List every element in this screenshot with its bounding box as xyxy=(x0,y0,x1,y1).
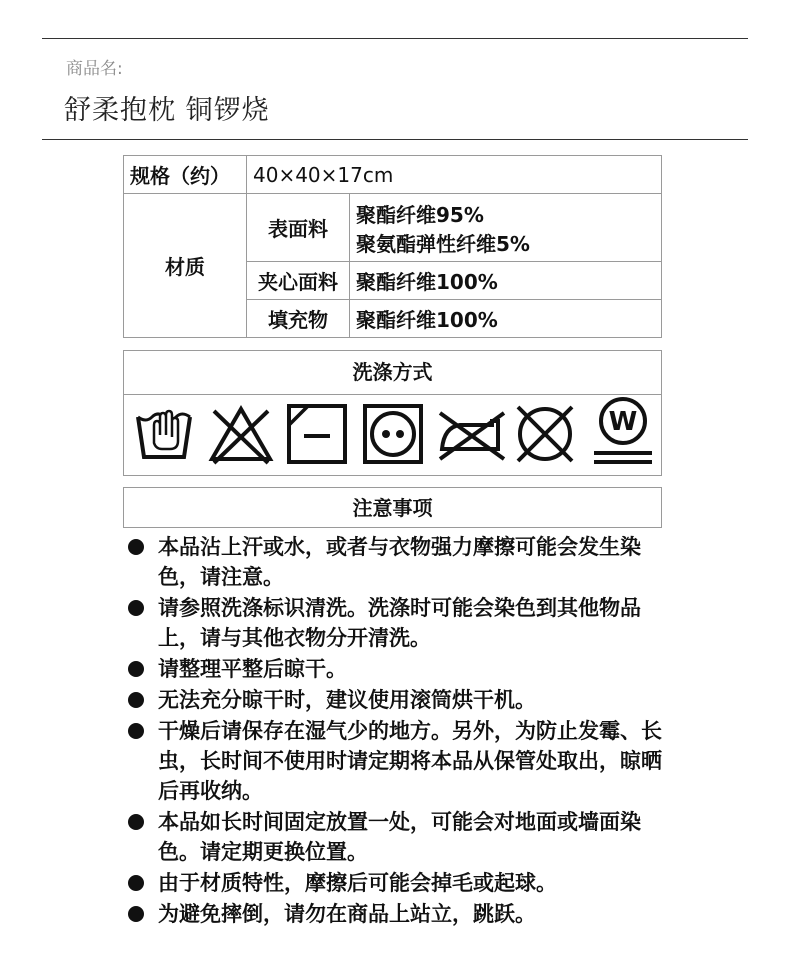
notes-title: 注意事项 xyxy=(123,487,662,528)
material-value-line: 聚氨酯弹性纤维5% xyxy=(356,231,530,256)
no-iron-icon xyxy=(436,403,508,465)
bullet-icon xyxy=(128,692,144,708)
tumble-dry-medium-icon xyxy=(362,403,424,465)
size-label: 规格（约） xyxy=(124,156,247,194)
bullet-icon xyxy=(128,661,144,677)
washing-section xyxy=(123,350,662,476)
notes-list xyxy=(126,532,686,930)
product-name-label: 商品名: xyxy=(66,59,123,79)
list-item xyxy=(126,593,668,653)
material-row-value: 聚酯纤维100% xyxy=(350,300,662,338)
svg-text:W: W xyxy=(608,407,638,437)
no-dry-clean-icon xyxy=(512,403,578,465)
material-row-label: 夹心面料 xyxy=(247,262,350,300)
washing-title: 洗涤方式 xyxy=(124,351,661,395)
spec-table xyxy=(123,155,662,338)
note-text: 为避免摔倒，请勿在商品上站立，跳跃。 xyxy=(158,902,536,926)
note-text: 请整理平整后晾干。 xyxy=(158,657,347,681)
top-divider xyxy=(42,38,748,39)
material-row-value: 聚酯纤维100% xyxy=(350,262,662,300)
bullet-icon xyxy=(128,723,144,739)
note-text: 无法充分晾干时，建议使用滚筒烘干机。 xyxy=(158,688,536,712)
bullet-icon xyxy=(128,814,144,830)
product-name: 舒柔抱枕 铜锣烧 xyxy=(64,95,270,126)
wet-clean-gentle-icon xyxy=(590,397,656,467)
list-item xyxy=(126,807,668,867)
drip-dry-icon xyxy=(286,403,348,465)
material-row-value xyxy=(350,194,662,262)
note-text: 本品沾上汗或水，或者与衣物强力摩擦可能会发生染色，请注意。 xyxy=(158,535,641,589)
material-row-label: 表面料 xyxy=(247,194,350,262)
list-item xyxy=(126,868,686,898)
size-value: 40×40×17cm xyxy=(247,156,662,194)
list-item xyxy=(126,685,686,715)
list-item xyxy=(126,532,668,592)
list-item xyxy=(126,716,668,806)
note-text: 本品如长时间固定放置一处，可能会对地面或墙面染色。请定期更换位置。 xyxy=(158,810,641,864)
material-row-label: 填充物 xyxy=(247,300,350,338)
bullet-icon xyxy=(128,906,144,922)
note-text: 由于材质特性，摩擦后可能会掉毛或起球。 xyxy=(158,871,557,895)
washing-icons xyxy=(124,395,661,475)
note-text: 请参照洗涤标识清洗。洗涤时可能会染色到其他物品上，请与其他衣物分开清洗。 xyxy=(158,596,641,650)
bullet-icon xyxy=(128,539,144,555)
list-item xyxy=(126,899,686,929)
no-bleach-icon xyxy=(208,403,274,465)
note-text: 干燥后请保存在湿气少的地方。另外，为防止发霉、长虫，长时间不使用时请定期将本品从保管处取出，晾晒后再收纳。 xyxy=(158,719,662,803)
list-item xyxy=(126,654,686,684)
material-label: 材质 xyxy=(124,194,247,338)
hand-wash-icon xyxy=(134,403,194,465)
header-divider xyxy=(42,139,748,140)
material-value-line: 聚酯纤维95% xyxy=(356,202,484,227)
bullet-icon xyxy=(128,875,144,891)
bullet-icon xyxy=(128,600,144,616)
